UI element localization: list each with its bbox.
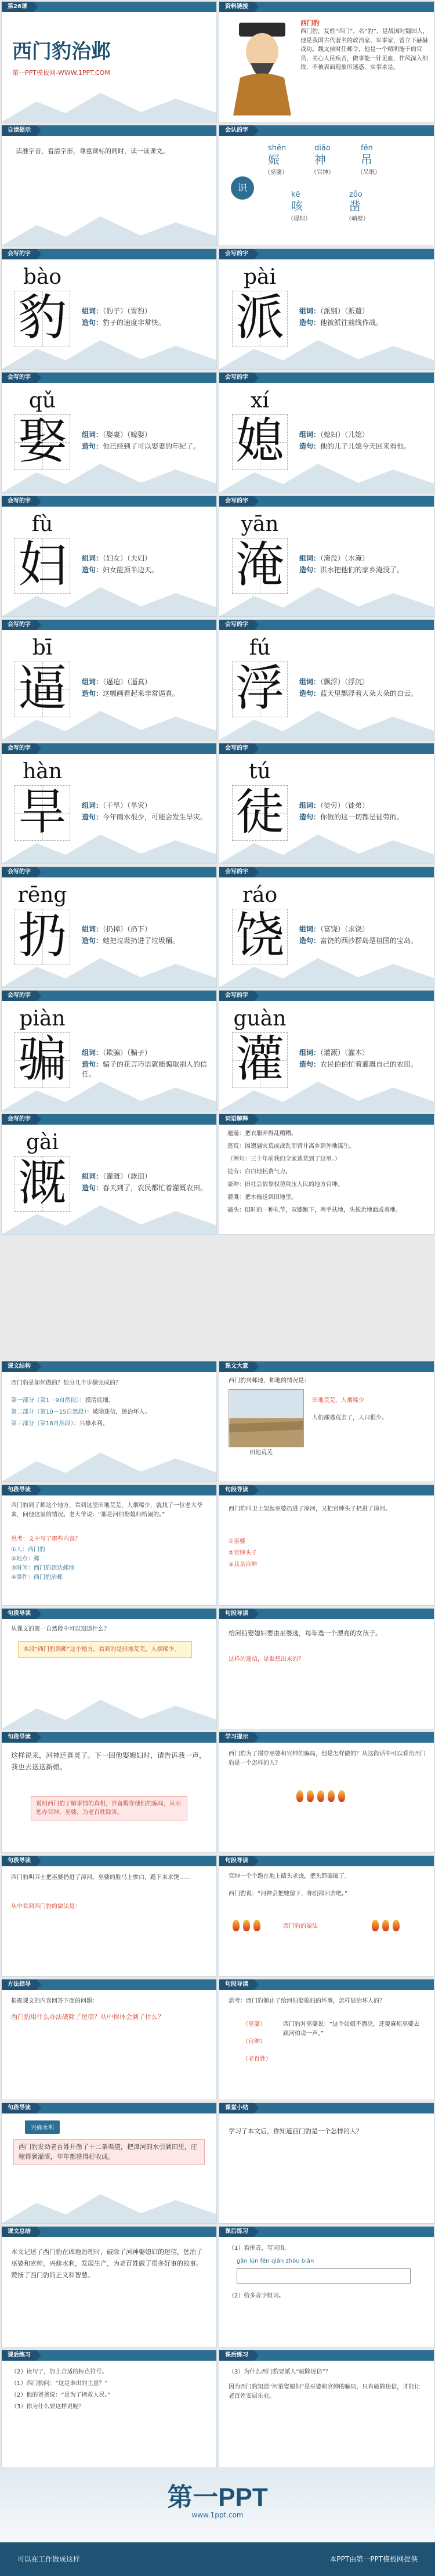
row-12 [0,1607,435,1730]
card-sentence: 他被派往前线作战。 [320,319,383,327]
parts-item-0-label: 第一部分（第1－9自然段） [11,1397,79,1404]
card-tag: 会写的字 [219,496,254,507]
card-words-row: 组词：（豹子）（雪豹） [82,307,152,315]
card-character: 娶 [17,413,67,469]
reading9-question: 根据课文的内容回答下面的问题： [11,1998,98,2004]
card-sentence-row: 造句：豹子的速度非常快。 [82,319,166,327]
poly-char-3: 咳 [291,199,303,213]
lesson-tag: 第26课 [2,2,33,12]
reading12-tag: 句段导读 [2,2103,37,2113]
card-character: 淹 [235,536,284,593]
char-card-0 [1,248,217,370]
reading1b-slide [219,1484,434,1606]
exercise2-item-1: （1）西门豹问：“这是谁出的主意？” [11,2380,108,2387]
card-sentence: 他的儿子儿媳今天回来看他。 [320,442,411,450]
card-words-row: 组词：（干旱）（旱灾） [82,801,152,810]
reading10-tag: 句段导读 [219,1979,254,1990]
reading3-tag: 句段导读 [219,1609,254,1619]
card-character: 妇 [17,536,67,593]
reading11-text: 西门豹对巫婆说：“这个姑娘不漂亮，还要麻烦巫婆去跟河伯说一声。” [283,2021,420,2037]
card-sentence: 洪水把他们的家乡淹没了。 [320,566,404,574]
parts-item-1 [11,1408,208,1417]
poly-char-2: 吊 [361,153,372,167]
parts-tag: 课文结构 [2,1361,37,1372]
card-character: 徒 [235,783,284,840]
card-pinyin: gài [26,1130,59,1154]
card-words: （富饶）（求饶） [320,925,369,933]
self-study-slide [1,125,217,246]
reading6-text: 西门豹叫卫士把巫婆扔进了漳河。巫婆的脸马上惨白，跪下来求饶…… [11,1874,191,1881]
reading5-tag: 学习提示 [219,1732,254,1743]
card-words-row: 组词：（淹没）（水淹） [299,554,369,562]
row-10 [0,1360,435,1483]
card-words: （豹子）（雪豹） [103,307,152,315]
card-words: （灌溉）（灌木） [320,1049,369,1057]
char-card-2 [1,372,217,493]
card-row-4 [0,742,435,865]
reading7-mid: 西门豹说：“河神会把她留下，你们都回去吧。” [229,1891,348,1897]
author-tag: 资料链接 [219,2,254,12]
card-pinyin: tú [249,760,271,783]
word-explain-item: 邋遢：把衣服弄得乱糟糟。 [227,1130,297,1137]
row-16 [0,2101,435,2225]
card-words-row: 组词：（派别）（派遣） [299,307,369,315]
card-character: 溉 [17,1154,67,1211]
word-explain-item: （例句：三十年前我们全家逃荒到了这里。） [227,1156,340,1162]
reading12-slide [1,2102,217,2224]
exercise2-tag: 课后练习 [2,2350,37,2361]
card-words-row: 组词：（娶妻）（嫁娶） [82,431,152,439]
summary-text: 本文记述了西门豹在邺地治理时，破除了河神娶媳妇的迷信，惩治了巫婆和官绅，兴修水利，发展生产，为老百姓做了很多好事的故事。赞扬了西门豹的正义和智慧。 [11,2248,202,2279]
card-words: （淹没）（水淹） [320,554,369,562]
reading9-slide [1,1979,217,2100]
card-tag: 会写的字 [219,620,254,630]
card-sentence: 春天到了，农民都忙着灌溉农田。 [103,1184,208,1192]
poly-pinyin-1: dião [314,144,331,153]
card-sentence-row: 造句：骗子的花言巧语就能骗取别人的信任。 [82,1060,208,1078]
reading10-text: 思考：西门豹制止了给河伯娶媳妇的坏事，怎样惩治坏人的？ [229,1998,385,2004]
author-slide [219,1,434,122]
background-line-0: 田地荒芜，人烟稀少 [312,1397,364,1404]
card-pinyin: bī [32,636,53,660]
card-sentence-row: 造句：妇女能顶半边天。 [82,566,159,574]
card-pinyin: yān [241,512,279,536]
exercise2-item-2: （2）他的爸爸说：“是为了拯救人民。” [11,2392,111,2398]
card-tag: 会写的字 [219,373,254,383]
card-sentence-row: 造句：富饶的西沙群岛是祖国的宝岛。 [299,937,418,945]
card-tag: 会写的字 [2,496,37,507]
reading7-slide [219,1855,434,1977]
char-card-5 [219,496,434,617]
footer-left: 可以在工作做成这样 [17,2555,81,2563]
parts-item-2 [11,1419,208,1429]
parts-item-0-text: ：摸清底细。 [79,1397,114,1404]
row-17 [0,2225,435,2349]
author-text: 西门豹，复姓“西门”，名“豹”，是战国时魏国人，他是我国古代著名的政治家、军事家，曾立下赫赫战功。魏文侯时任邺令，他是一个精明能干的官员，关心人民疾苦，做事能一针见血，作风深入细致，不被表面现象所迷惑，实事求是。 [300,28,429,71]
word-explain-item: 磕头：旧时的一种礼节，双膝跪下，两手扶地，头挨近地面或着地。 [227,1207,401,1213]
card-pinyin: guàn [233,1007,287,1031]
word-explain-item: 灌溉：把水输送到田地里。 [227,1194,297,1201]
card-sentence: 骗子的花言巧语就能骗取别人的信任。 [82,1060,208,1078]
row-1 [0,124,435,247]
char-card-7 [219,619,434,740]
word-explain-item: 逃荒：因遭遇灾荒或战乱而背井离乡到外地谋生。 [227,1143,355,1150]
card-words: （飘浮）（浮沉） [320,678,369,686]
card-sentence-row: 造句：春天到了，农民都忙着灌溉农田。 [82,1184,208,1192]
card-words-row: 组词：（灌溉）（溉田） [82,1172,152,1180]
fill-1: （官绅） [242,2039,266,2045]
card-sentence: 富饶的西沙群岛是祖国的宝岛。 [320,937,418,945]
card-character: 浮 [235,660,284,717]
reading2-question: 从课文的第一自然段中可以知道什么？ [11,1626,110,1632]
card-words: （媳妇）（儿媳） [320,431,369,439]
row-11 [0,1483,435,1607]
row-13 [0,1730,435,1854]
reading4-tag: 句段导读 [2,1732,37,1743]
card-sentence: 她把垃圾扔进了垃圾桶。 [103,937,180,945]
card-sentence: 今年雨水很少，可能会发生旱灾。 [103,813,208,821]
reading2-slide [1,1608,217,1729]
card-row-3 [0,618,435,742]
parts-slide [1,1361,217,1482]
fill-2: （老百姓） [242,2056,271,2062]
word-explain-item: 豪绅：旧社会依靠权势欺压人民的地方官绅。 [227,1182,343,1188]
poly-pinyin-2: fēn [361,144,373,153]
background-slide [219,1361,434,1482]
card-pinyin: qǔ [28,389,56,413]
row-14 [0,1854,435,1978]
flame-row-3 [370,1920,401,1934]
background-line-1: 人们都逃荒去了，人口很少。 [312,1415,387,1421]
card-character: 媳 [235,413,284,469]
char-card-10 [1,866,217,988]
reading5-text: 西门豹为了揭穿巫婆和官绅的骗局，他是怎样做的？从这段话中可以看出西门豹是一个怎样的人？ [229,1751,426,1766]
exercise3-item-0: （3）为什么西门豹要派人“破除迷信”？ [229,2369,331,2375]
barren-field-image [229,1389,304,1447]
author-name: 西门豹 [300,19,320,27]
card-row-2 [0,494,435,618]
mountain-decoration [2,90,217,122]
card-words: （妇女）（夫妇） [103,554,152,562]
card-row-7 [0,1112,435,1236]
self-study-text: 读准字音，看清字形，尊重课标的同时，读一读课文。 [16,147,169,155]
reading7-text: 官绅一个个跪在地上磕头求饶，把头都磕破了。 [229,1873,350,1880]
card-tag: 会写的字 [219,249,254,259]
poly-pinyin-3: kē [291,190,300,199]
card-character: 骗 [17,1031,67,1088]
card-words-row: 组词：（灌溉）（灌木） [299,1049,369,1057]
reading1-question: 思考：文中写了哪些内容？ [11,1536,81,1542]
card-pinyin: pài [243,265,277,289]
card-pinyin: ráo [242,883,278,907]
card-character: 旱 [17,783,67,840]
char-card-12 [1,990,217,1111]
reading2-hint: 本段“西门豹到邺”这个地方，看到的是田地荒芜，人烟稀少。 [18,1641,192,1658]
card-character: 豹 [17,289,67,346]
card-words-row: 组词：（徒劳）（徒弟） [299,801,369,810]
exercise1-item-1: gǎn lún fēn qiān zhòu biàn [237,2258,314,2264]
row-15 [0,1978,435,2101]
reading4-slide [1,1732,217,1853]
polyphone-tag: 会认的字 [219,125,254,136]
poly-char-0: 娠 [268,153,280,167]
char-card-4 [1,496,217,617]
reading8-text: 西门豹叫卫士架起巫婆扔进了漳河，又把官绅头子扔进了漳河。 [229,1506,391,1512]
card-tag: 会写的字 [2,991,37,1001]
exercise1-item-0: （1）看拼音，写词语。 [229,2245,291,2252]
reading4-note: 说明西门豹了解事情的真相，准备揭穿他们的骗局，从而惩办官绅、巫婆，为老百姓除害。 [31,1796,187,1820]
reading12-text: 西门豹发动老百姓开凿了十二条渠道，把漳河的水引到田里，庄稼得到灌溉，年年都获得好收成。 [13,2139,205,2165]
reading13-tag: 课堂小结 [219,2103,254,2113]
portrait-illustration [227,17,297,115]
exercise3-slide [219,2350,434,2471]
char-card-8 [1,743,217,864]
card-row-0 [0,247,435,371]
mountain-decoration [2,2191,217,2223]
card-pinyin: bào [23,265,62,289]
card-sentence: 蓝天里飘浮着大朵大朵的白云。 [320,689,418,698]
card-pinyin: piàn [19,1007,66,1031]
card-words: （灌溉）（溉田） [103,1172,152,1180]
card-words-row: 组词：（扔掉）（扔下） [82,925,152,933]
card-row-1 [0,371,435,494]
reading1b-tag: 句段导读 [219,1485,254,1495]
card-sentence-row: 造句：洪水把他们的家乡淹没了。 [299,566,404,574]
summary-tag: 课文总结 [2,2227,37,2237]
poly-note-2: （吊纸） [357,169,380,176]
reading1-ans-0: ①人：西门豹 [11,1547,45,1553]
card-sentence: 你做的这一切都是徒劳的。 [320,813,404,821]
card-sentence-row: 造句：农民伯伯忙着灌溉自己的农田。 [299,1060,418,1068]
card-words-row: 组词：（逼迫）（逼真） [82,678,152,686]
parts-item-1-label: 第二部分（第10－15自然段） [11,1409,87,1415]
card-sentence: 豹子的速度非常快。 [103,319,166,327]
poly-note-0: （巫婆） [264,169,288,176]
poly-pinyin-4: zǒo [349,190,362,199]
reading7-label: 西门豹的做法 [283,1923,318,1930]
card-words-row: 组词：（飘浮）（浮沉） [299,678,369,686]
card-row-6 [0,989,435,1112]
parts-item-1-text: ：破除迷信，惩治坏人。 [86,1409,151,1415]
card-tag: 会写的字 [2,620,37,630]
reading1-tag: 句段导读 [2,1485,37,1495]
title-slide [1,1,217,122]
reading3-slide [219,1608,434,1729]
mountain-decoration [2,1450,217,1482]
mountain-decoration [2,214,217,245]
reading5-slide [219,1732,434,1853]
poly-note-4: （峭壁） [346,216,369,222]
recognize-badge: 识 [231,176,254,200]
footer-brand: 第一PPT [167,2483,268,2512]
reading13-slide [219,2102,434,2224]
footer-banner [0,2467,435,2576]
exercise3-item-1: 因为西门豹知道“河伯娶媳妇”是巫婆和官绅的骗局，只有破除迷信，才能让老百姓安居乐业。 [229,2384,420,2400]
exercise3-tag: 课后练习 [219,2350,254,2361]
reading8-item-2: ③其余官绅 [229,1562,257,1568]
card-sentence-row: 造句：你做的这一切都是徒劳的。 [299,813,404,821]
word-explain-slide [219,1114,434,1235]
reading13-question: 学习了本文后，你知道西门豹是一个怎样的人？ [229,2127,362,2135]
poly-note-3: （堤坝） [288,216,311,222]
fill-0: （巫婆） [242,2021,266,2028]
card-tag: 会写的字 [2,249,37,259]
card-words-row: 组词：（妇女）（夫妇） [82,554,152,562]
row-0 [0,0,435,124]
reading8-item-0: ①巫婆 [229,1538,245,1545]
card-pinyin: fú [249,636,271,660]
reading1-ans-3: ④事件：西门豹治邺 [11,1574,63,1581]
card-tag: 会写的字 [2,867,37,877]
card-words-row: 组词：（富饶）（求饶） [299,925,369,933]
exercise1-item-2: （2）给多音字组词。 [229,2293,285,2299]
reading8-item-1: ②官绅头子 [229,1550,257,1556]
char-card-14 [1,1114,217,1235]
parts-item-2-label: 第三部分（第16自然段） [11,1421,74,1427]
reading6-slide [1,1855,217,1977]
polyphone-slide [219,125,434,246]
reading3-text: 给河伯娶媳妇要由巫婆选，每年选一个漂亮的女孩子。 [229,1630,382,1637]
card-sentence-row: 造句：他已经到了可以娶妻的年纪了。 [82,442,201,450]
char-card-1 [219,248,434,370]
reading1-ans-1: ②地点：邺 [11,1556,39,1562]
char-card-9 [219,743,434,864]
card-character: 派 [235,289,284,346]
exercise2-item-3: （3）你为什么要这样说呢？ [11,2404,85,2410]
card-character: 饶 [235,907,284,964]
reading1-text: 西门豹到了邺这个地方，看到这里田地荒芜，人烟稀少，就找了一位老大爷来，问他这里的情况。老大爷说：“都是河伯娶媳妇给闹的。” [11,1502,202,1518]
exercise1-slide [219,2226,434,2347]
page-title: 西门豹治邺 [12,41,111,63]
card-tag: 会写的字 [219,991,254,1001]
reading12-label: 兴修水利 [25,2120,60,2134]
poly-note-1: （官绅） [311,169,334,176]
exercise1-tag: 课后练习 [219,2227,254,2237]
card-character: 扔 [17,907,67,964]
card-sentence-row: 造句：他被派往前线作战。 [299,319,383,327]
card-words-row: 组词：（媳妇）（儿媳） [299,431,369,439]
card-words-row: 组词：（欺骗）（骗子） [82,1049,152,1057]
poly-char-1: 神 [314,153,326,167]
footer-url[interactable]: www.1ppt.com [191,2511,244,2519]
reading6-question: 从中看到西门豹的做法是： [11,1903,81,1910]
card-sentence-row: 造句：今年雨水很少，可能会发生旱灾。 [82,813,208,821]
reading1-slide [1,1484,217,1606]
reading3-question: 这样的迷信，是谁想出来的？ [229,1656,304,1663]
reading4-text: 这样说来，河神还真灵了。下一回他娶媳妇时，请告诉我一声，我也去送送新娘。 [11,1751,206,1772]
card-tag: 会写的字 [2,743,37,754]
reading9-text: 西门豹用什么办法破除了迷信？从中你体会到了什么？ [11,2013,164,2021]
card-tag: 会写的字 [2,1114,37,1125]
card-words: （娶妻）（嫁娶） [103,431,152,439]
card-sentence-row: 造句：他的儿子儿媳今天回来看他。 [299,442,411,450]
reading10-slide [219,1979,434,2100]
exercise2-slide [1,2350,217,2471]
summary-slide [1,2226,217,2347]
poly-char-4: 凿 [349,199,361,213]
card-words: （欺骗）（骗子） [103,1049,152,1057]
card-words: （扔掉）（扔下） [103,925,152,933]
card-words: （干旱）（旱灾） [103,801,152,810]
card-sentence: 妇女能顶半边天。 [103,566,159,574]
char-card-3 [219,372,434,493]
reading6-tag: 句段导读 [2,1856,37,1866]
card-pinyin: rēng [17,883,67,907]
background-title: 西门豹到邺地，邺地的情况是： [229,1378,310,1384]
char-card-11 [219,866,434,988]
char-card-13 [219,990,434,1111]
card-sentence-row: 造句：蓝天里飘浮着大朵大朵的白云。 [299,689,418,698]
reading9-tag: 方法指导 [2,1979,37,1990]
card-sentence-row: 造句：她把垃圾扔进了垃圾桶。 [82,937,180,945]
reading7-tag: 句段导读 [219,1856,254,1866]
background-tag: 课文大意 [219,1361,254,1372]
exercise2-item-0: （2）读句子，加上合适的标点符号。 [11,2369,108,2375]
parts-question: 西门豹是如何做的？他分几个步骤完成的？ [11,1380,121,1386]
card-words: （逼迫）（逼真） [103,678,152,686]
word-explain-tag: 词语解释 [219,1114,254,1125]
card-words: （派别）（派遣） [320,307,369,315]
mountain-decoration [2,1697,217,1729]
answer-grid[interactable] [237,2268,411,2284]
card-sentence: 这幅画看起来非常逼真。 [103,689,180,698]
card-words: （徒劳）（徒弟） [320,801,369,810]
card-sentence: 他已经到了可以娶妻的年纪了。 [103,442,201,450]
card-pinyin: xí [251,389,269,413]
card-row-5 [0,865,435,989]
reading1-ans-2: ③时间：西门豹到达邺地 [11,1565,74,1571]
card-character: 逼 [17,660,67,717]
card-pinyin: fù [31,512,53,536]
footer-right: 本PPT由第一PPT模板网提供 [329,2555,418,2563]
flame-row-2 [231,1920,262,1934]
self-study-tag: 自读提示 [2,125,37,136]
parts-item-0 [11,1396,208,1406]
card-tag: 会写的字 [219,743,254,754]
poly-pinyin-0: shēn [268,144,287,153]
card-tag: 会写的字 [219,867,254,877]
card-character: 灌 [235,1031,284,1088]
reading2-tag: 句段导读 [2,1609,37,1619]
background-caption: 田地荒芜 [249,1450,273,1456]
word-explain-item: 徒劳：白白地耗费气力。 [227,1169,291,1175]
flame-row [295,1790,347,1804]
card-tag: 会写的字 [2,373,37,383]
char-card-6 [1,619,217,740]
card-pinyin: hàn [23,760,62,783]
card-sentence-row: 造句：这幅画看起来非常逼真。 [82,689,180,698]
card-sentence: 农民伯伯忙着灌溉自己的农田。 [320,1060,418,1068]
row-18 [0,2349,435,2465]
site-url: 第一PPT模板网-WWW.1PPT.COM [12,69,110,77]
parts-item-2-text: ：兴修水利。 [73,1421,108,1427]
